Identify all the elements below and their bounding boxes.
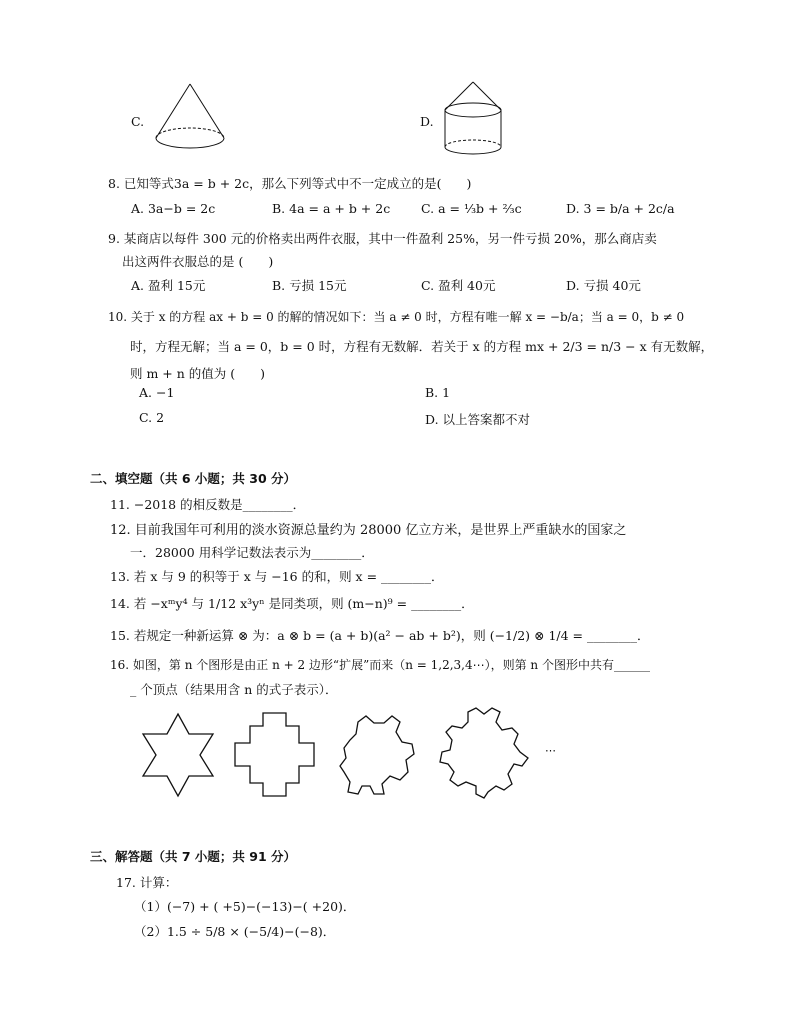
q10-option-c: C. 2: [139, 410, 165, 425]
q9-option-d: D. 亏损 40元: [566, 278, 641, 293]
q14: 14. 若 −xᵐy⁴ 与 1/12 x³yⁿ 是同类项，则 (m−n)⁹ = ________．: [110, 596, 474, 611]
q12-line2: 一．28000 用科学记数法表示为________．: [130, 545, 374, 560]
q17-part2: （2）1.5 ÷ 5/8 × (−5/4)−(−8)．: [134, 924, 336, 939]
q10-line1: 10. 关于 x 的方程 ax + b = 0 的解的情况如下：当 a ≠ 0 时，方程有唯一解 x = −b/a；当 a = 0，b ≠ 0: [108, 310, 685, 324]
cone-cylinder-figure: [440, 80, 506, 160]
q11: 11. −2018 的相反数是________．: [110, 497, 306, 512]
q17-stem: 17. 计算：: [116, 875, 178, 890]
q13: 13. 若 x 与 9 的积等于 x 与 −16 的和，则 x = ________．: [110, 569, 444, 584]
q10-option-a: A. −1: [139, 385, 175, 400]
q10-option-b: B. 1: [425, 385, 451, 400]
q8-option-b: B. 4a = a + b + 2c: [272, 201, 391, 216]
q8-option-a: A. 3a−b = 2c: [131, 201, 216, 216]
figure-ellipsis: ⋯: [545, 744, 556, 757]
notched-pentagon-figure-3: [336, 710, 422, 798]
star-figure-1: [138, 712, 218, 798]
section-fill-in-heading: 二、填空题（共 6 小题；共 30 分）: [90, 471, 297, 486]
q17-part1: （1）(−7) + ( +5)−(−13)−( +20)．: [134, 899, 356, 914]
q9-option-b: B. 亏损 15元: [272, 278, 347, 293]
q9-option-c: C. 盈利 40元: [421, 278, 496, 293]
section-solve-heading: 三、解答题（共 7 小题；共 91 分）: [90, 849, 297, 864]
option-d-label: D.: [420, 114, 434, 129]
q9-option-a: A. 盈利 15元: [131, 278, 206, 293]
q9-line1: 9. 某商店以每件 300 元的价格卖出两件衣服，其中一件盈利 25%，另一件亏损 20%，那么商店卖: [108, 231, 657, 246]
notched-hexagon-figure-4: [438, 706, 530, 800]
q10-option-d: D. 以上答案都不对: [425, 412, 531, 427]
q16-line2: _ 个顶点（结果用含 n 的式子表示）．: [130, 682, 338, 697]
cone-figure: [152, 82, 230, 160]
option-c-label: C.: [131, 114, 145, 129]
q15: 15. 若规定一种新运算 ⊗ 为：a ⊗ b = (a + b)(a² − ab + b²)，则 (−1/2) ⊗ 1/4 = ________．: [110, 628, 650, 643]
q8-stem: 8. 已知等式3a = b + 2c，那么下列等式中不一定成立的是( ): [108, 176, 472, 191]
q8-option-d: D. 3 = b/a + 2c/a: [566, 201, 675, 216]
cross-figure-2: [232, 710, 318, 800]
q9-line2: 出这两件衣服总的是 ( ): [122, 254, 274, 269]
q10-line2: 时，方程无解；当 a = 0，b = 0 时，方程有无数解．若关于 x 的方程 mx + 2/3 = n/3 − x 有无数解，: [130, 339, 714, 354]
q12-line1: 12. 目前我国年可利用的淡水资源总量约为 28000 亿立方米，是世界上严重缺水的国家之: [110, 523, 627, 538]
q10-line3: 则 m + n 的值为 ( ): [130, 366, 265, 381]
q16-line1: 16. 如图，第 n 个图形是由正 n + 2 边形“扩展”而来（n = 1,2,3,4⋯），则第 n 个图形中共有______: [110, 658, 650, 672]
q8-option-c: C. a = ⅓b + ⅔c: [421, 201, 522, 216]
